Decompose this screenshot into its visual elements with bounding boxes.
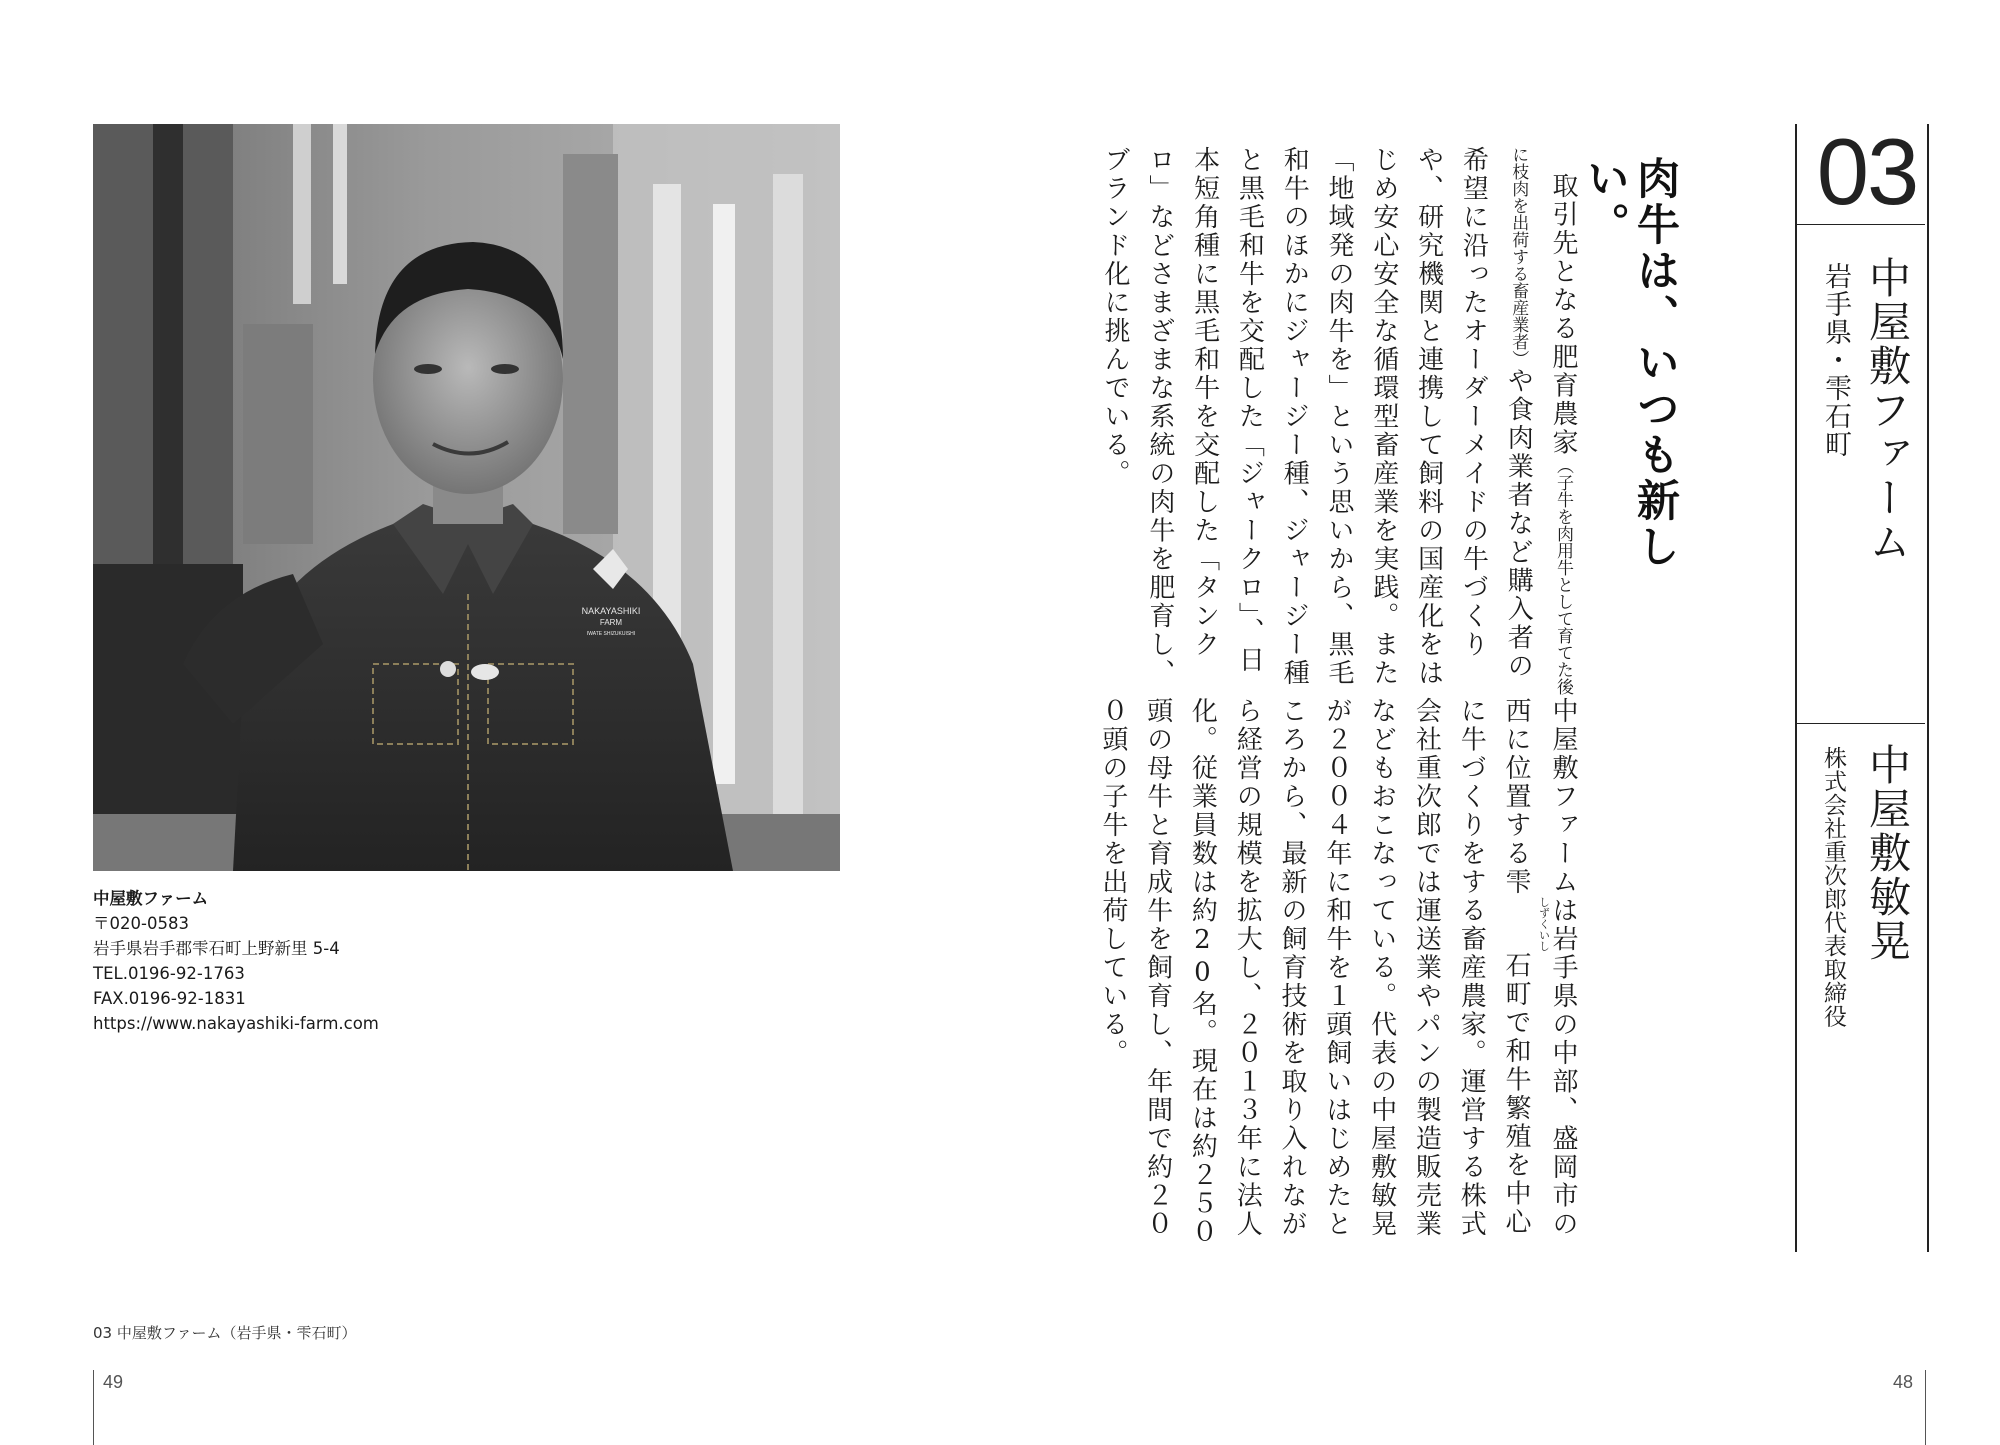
header-divider xyxy=(1795,723,1925,724)
chapter-number: 03 xyxy=(1816,119,1918,224)
info-farm-name: 中屋敷ファーム xyxy=(93,889,209,908)
body-p2-note: （子牛を肉用牛として育てた後に枝肉を出荷する畜産業者） xyxy=(1508,146,1573,695)
body-p2-part-b: や食肉業者など購入者の希望に沿ったオーダーメイドの牛づくりや、研究機関と連携して飼料の国産化をはじめ安心安全な循環型畜産業を実践。また「地域発の肉牛を」という思いから、黒毛和牛のほかにジャージー種、ジャージー種と黒毛和牛を交配した「ジャークロ」、日本短角種に黒毛和牛を交配した「タンクロ」などさまざまな系統の肉牛を肥育し、ブランド化に挑んでいる。 xyxy=(1100,146,1534,688)
ruby-reading: しずくいし xyxy=(1537,896,1551,952)
body-p2-part-a: 取引先となる肥育農家 xyxy=(1548,172,1578,457)
body-paragraph-2 xyxy=(1100,146,1585,697)
folio-rule-right xyxy=(1925,1370,1926,1445)
folio-rule-left xyxy=(93,1370,94,1445)
logo-line-1: NAKAYASHIKI xyxy=(581,606,641,616)
header-farm-name: 中屋敷ファーム xyxy=(1863,256,1912,564)
page-number-right: 48 xyxy=(1893,1372,1914,1392)
article-body xyxy=(1097,146,1585,1258)
info-postal-code: 〒020-0583 xyxy=(93,914,189,933)
info-fax: FAX.0196-92-1831 xyxy=(93,989,246,1008)
body-p1-part-a: 中屋敷ファームは岩手県の中部、盛岡市の西に位置する雫 xyxy=(1501,696,1578,1239)
header-location: 岩手県・雫石町 xyxy=(1820,262,1851,458)
header-person-name: 中屋敷敏晃 xyxy=(1863,743,1912,963)
page-number-left: 49 xyxy=(103,1372,124,1392)
body-p1-part-b: 石町で和牛繁殖を中心に牛づくりをする畜産農家。運営する株式会社重次郎では運送業やパンの製造販売業などもおこなっている。代表の中屋敷敏晃が２００４年に和牛を１頭飼いはじめたところから、最新の飼育技術を取り入れながら経営の規模を拡大し、２０１３年に法人化。従業員数は約20名。現在は約２５０頭の母牛と育成牛を飼育し、年間で約２００頭の子牛を出荷している。 xyxy=(1097,696,1531,1247)
ruby-shizukuishi xyxy=(1501,896,1551,952)
farm-info-block xyxy=(93,886,693,1036)
body-paragraph-1 xyxy=(1097,696,1585,1258)
logo-line-3: IWATE SHIZUKUISHI xyxy=(586,631,636,637)
info-address: 岩手県岩手郡雫石町上野新里 5-4 xyxy=(93,939,340,958)
logo-line-2: FARM xyxy=(599,618,623,627)
running-footer: 03 中屋敷ファーム（岩手県・雫石町） xyxy=(93,1324,357,1342)
chapter-number-rule xyxy=(1795,224,1925,225)
info-tel: TEL.0196-92-1763 xyxy=(93,964,245,983)
article-headline: 肉牛は、いつも新しい。 xyxy=(1580,156,1680,570)
info-url: https://www.nakayashiki-farm.com xyxy=(93,1014,379,1033)
portrait-photo xyxy=(93,124,840,871)
header-person-title: 株式会社重次郎代表取締役 xyxy=(1820,746,1846,1028)
